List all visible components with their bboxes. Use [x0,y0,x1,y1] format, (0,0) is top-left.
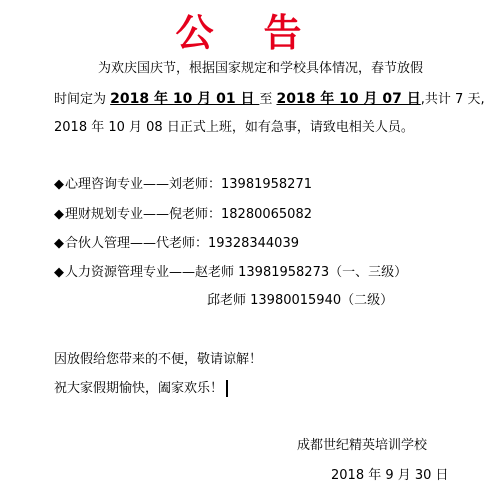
contact-text: 心理咨询专业——刘老师：13981958271 [65,177,312,192]
bullet-diamond-icon: ◆ [54,265,64,280]
contact-item [54,265,407,281]
bullet-diamond-icon: ◆ [54,207,64,222]
intro-line-1: 为欢庆国庆节，根据国家规定和学校具体情况，春节放假 [98,61,424,76]
signature-org: 成都世纪精英培训学校 [297,438,428,453]
intro-line-3: 2018 年 10 月 08 日正式上班，如有急事，请致电相关人员。 [54,120,414,135]
intro-line-2-prefix: 时间定为 [54,92,111,107]
notice-title: 公告 [175,11,352,55]
wish-text: 祝大家假期愉快，阖家欢乐！ [54,381,224,396]
contact-text: 理财规划专业——倪老师：18280065082 [65,207,312,222]
intro-line-2 [54,91,485,108]
signature-date: 2018 年 9 月 30 日 [331,468,449,483]
date-connector: 至 [259,92,277,107]
bullet-diamond-icon: ◆ [54,177,64,192]
contact-text: 合伙人管理——代老师：19328344039 [65,236,299,251]
contact-item [54,236,299,252]
text-cursor [226,380,228,397]
contact-text: 人力资源管理专业——赵老师 13981958273（一、三级） [65,265,408,280]
contact-extra: 邱老师 13980015940（二级） [207,293,394,308]
end-date: 2018 年 10 月 07 日 [276,91,421,107]
start-date: 2018 年 10 月 01 日 [110,91,260,107]
apology-text: 因放假给您带来的不便，敬请谅解！ [54,352,263,367]
contact-item [54,207,312,223]
intro-line-2-suffix: ,共计 7 天, [420,92,485,107]
bullet-diamond-icon: ◆ [54,236,64,251]
contact-item [54,177,312,193]
wish-line [54,380,228,397]
